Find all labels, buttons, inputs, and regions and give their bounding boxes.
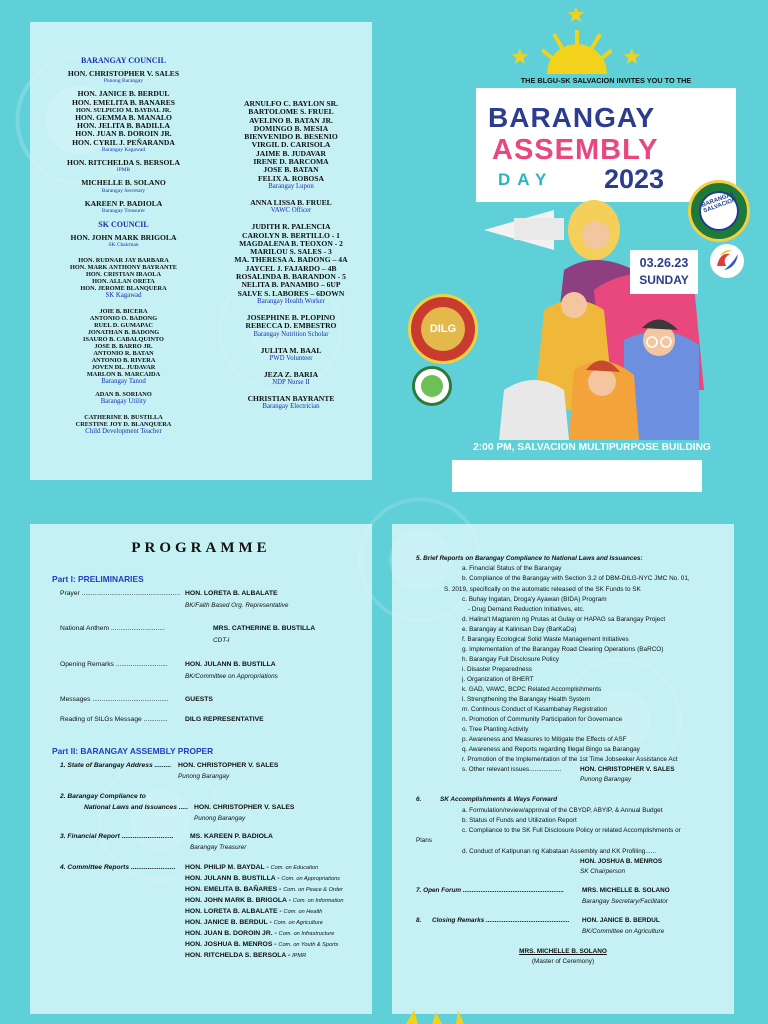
council-panel — [30, 22, 372, 480]
council-heading: BARANGAY COUNCIL — [81, 56, 166, 65]
item-6-name: HON. JOSHUA B. MENROS — [580, 858, 663, 865]
tanod-name: ISAURO B. CABALQUINTO — [83, 336, 164, 344]
emcee-name: MRS. MICHELLE B. SOLANO — [519, 948, 607, 955]
sk-kagawad-name: HON. ALLAN ORETA — [92, 278, 155, 286]
bns-name: REBECCA D. EMBESTRO — [245, 321, 337, 331]
tanod-name: JOVEN DL. JUDAVAR — [91, 364, 156, 372]
captain-name: HON. CHRISTOPHER V. SALES — [67, 69, 180, 78]
part-1-heading: Part I: PRELIMINARIES — [52, 574, 144, 584]
lupon-name: BIENVENIDO B. BESENIO — [244, 132, 338, 142]
silg-name: DILG REPRESENTATIVE — [185, 716, 264, 723]
crowd-illustration — [484, 190, 714, 440]
opening-name: HON. JULANN B. BUSTILLA — [185, 661, 276, 668]
messages-label: Messages ......................................... — [60, 696, 169, 703]
report-item: i. Disaster Preparedness — [462, 666, 532, 673]
item-6-heading: SK Accomplishments & Ways Forward — [440, 796, 558, 803]
kagawad-name: HON. GEMMA B. MANALO — [75, 112, 172, 122]
tanod-name: JOSE B. BARRO JR. — [94, 343, 153, 351]
kagawad-name: HON. EMELITA B. BANARES — [71, 97, 176, 107]
item-2-name: HON. CHRISTOPHER V. SALES — [194, 804, 295, 811]
report-item: o. Tree Planting Activity — [462, 726, 529, 733]
item-8-number: 8. — [416, 917, 422, 924]
item-2-label-b: National Laws and Issuances ..... — [84, 804, 189, 811]
invite-text: THE BLGU-SK SALVACION INVITES YOU TO THE — [520, 76, 692, 85]
lupon-title: Barangay Lupon — [268, 182, 314, 190]
cdt-title: Child Development Teacher — [85, 428, 162, 436]
bhw-name: NELITA B. PANAMBO – 6UP — [241, 280, 341, 290]
star-icon: ★ — [622, 44, 642, 69]
lupon-name: FELIX A. ROBOSA — [257, 173, 325, 183]
ipmr-title: IPMR — [116, 167, 131, 174]
electrician-name: CHRISTIAN BAYRANTE — [247, 394, 335, 404]
kagawad-name: HON. JUAN B. DOROIN JR. — [75, 129, 172, 139]
item-3-role: Barangay Treasurer — [190, 844, 247, 851]
report-item: k. GAD, VAWC, BCPC Related Accomplishments — [462, 686, 602, 693]
cdt-name: CATHERINE B. BUSTILLA — [84, 414, 163, 422]
item-1-label: 1. State of Barangay Address ......... — [60, 762, 172, 769]
utility-title: Barangay Utility — [100, 398, 147, 406]
report-item: c. Buhay Ingatan, Droga'y Ayawan (BIDA) Program — [462, 596, 607, 603]
tanod-name: ANTONIO B. RIVERA — [91, 357, 156, 365]
bhw-name: MAGDALENA B. TEOXON - 2 — [239, 238, 343, 248]
item-7-name: MRS. MICHELLE B. SOLANO — [582, 887, 670, 894]
kagawad-name: HON. JELITA B. BADILLA — [77, 121, 170, 131]
committee-report: HON. JULANN B. BUSTILLA - Com. on Appropriations — [185, 875, 340, 882]
report-item: p. Awareness and Measures to Mitigate the Effects of ASF — [462, 736, 627, 743]
messages-name: GUESTS — [185, 696, 213, 703]
vawc-title: VAWC Officer — [270, 207, 312, 215]
bhw-name: SALVE S. LABORES – 6DOWN — [237, 288, 345, 298]
sk-logo-icon — [710, 244, 744, 278]
bhw-name: CAROLYN B. BERTILLO - 1 — [242, 230, 340, 240]
secretary-title: Barangay Secretary — [101, 187, 146, 194]
bhw-title: Barangay Health Worker — [257, 297, 325, 305]
committee-report: HON. RITCHELDA S. BERSOLA - IPMR — [185, 952, 307, 959]
event-date: 03.26.23 — [639, 256, 689, 270]
electrician-title: Barangay Electrician — [262, 403, 320, 411]
ipmr-name: HON. RITCHELDA S. BERSOLA — [67, 158, 180, 168]
bhw-name: JUDITH R. PALENCIA — [251, 222, 331, 232]
anthem-role: CDT-I — [213, 637, 230, 644]
item-1-name: HON. CHRISTOPHER V. SALES — [178, 762, 279, 769]
item-1-role: Punong Barangay — [178, 773, 230, 780]
bhw-name: JAYCEL J. FAJARDO – 4B — [245, 263, 337, 273]
lupon-name: ARNULFO C. BAYLON SR. — [243, 99, 339, 108]
kagawad-title: Barangay Kagawad — [101, 147, 146, 154]
sun-rays-icon — [396, 1010, 516, 1024]
sk-item: d. Conduct of Katipunan ng Kabataan Assembly and KK Profiling...... — [462, 848, 656, 855]
lupon-name: BARTOLOME S. FRUEL — [248, 107, 334, 117]
report-item: - Drug Demand Reduction Initiatives, etc. — [468, 606, 585, 613]
lupon-name: JAIME B. JUDAVAR — [256, 148, 326, 158]
utility-name: ADAN B. SORIANO — [95, 391, 152, 399]
sk-item-plans: Plans — [416, 837, 432, 844]
vawc-name: ANNA LISSA B. FRUEL — [250, 197, 332, 207]
tanod-name: ANTONIO R. BATAN — [93, 350, 154, 358]
treasurer-name: KAREEN P. BADIOLA — [84, 198, 163, 208]
anthem-name: MRS. CATHERINE B. BUSTILLA — [213, 625, 316, 632]
silg-label: Reading of SILGs Message ............. — [60, 716, 168, 723]
event-weekday: SUNDAY — [639, 273, 689, 287]
sk-item: b. Status of Funds and Utilization Report — [462, 817, 577, 824]
item-8-role: BK/Committee on Agriculture — [582, 928, 665, 935]
report-item: d. Halina't Magtanim ng Prutas at Gulay or HAPAG sa Barangay Project — [462, 616, 666, 623]
ndp-title: NDP Nurse II — [272, 379, 310, 387]
item-5-name: HON. CHRISTOPHER V. SALES — [580, 766, 675, 773]
item-8-label: Closing Remarks ............................................... — [432, 917, 570, 924]
title-year: 2023 — [604, 164, 665, 194]
time-venue: 2:00 PM, SALVACION MULTIPURPOSE BUILDING — [473, 442, 711, 453]
secretary-name: MICHELLE B. SOLANO — [81, 178, 166, 188]
prayer-role: BK/Faith Based Org. Representative — [185, 602, 289, 609]
kagawad-name: HON. SULPICIO M. BAYDAL JR. — [75, 106, 172, 114]
title-barangay: BARANGAY — [488, 102, 656, 133]
item-5-role: Punong Barangay — [580, 776, 632, 783]
kagawad-name: HON. JANICE B. BERDUL — [77, 89, 170, 99]
bhw-name: ROSALINDA B. BARANDON - 5 — [236, 272, 346, 282]
report-item: n. Promotion of Community Participation for Governance — [462, 716, 623, 723]
tanod-name: JOIE B. BICERA — [99, 308, 148, 316]
sk-kagawad-title: SK Kagawad — [105, 292, 142, 300]
pwd-title: PWD Volunteer — [269, 354, 313, 362]
bhw-name: MARILOU S. SALES - 3 — [250, 247, 332, 257]
council-right-column — [216, 100, 366, 411]
emcee-role: (Master of Ceremony) — [531, 958, 595, 965]
bns-name: JOSEPHINE B. PLOPINO — [246, 312, 336, 322]
committee-report: HON. JOHN MARK B. BRIGOLA - Com. on Information — [185, 897, 344, 904]
tanod-name: MARLON B. MARCAIDA — [86, 371, 161, 379]
pwd-name: JULITA M. BAAL — [260, 345, 322, 355]
sk-chair-title: SK Chairman — [108, 242, 139, 249]
sun-icon — [542, 30, 612, 74]
opening-role: BK/Committee on Appropriations — [185, 673, 278, 680]
report-item: e. Barangay at Kalinisan Day (BarKaDa) — [462, 626, 577, 633]
report-item: g. Implementation of the Barangay Road Clearing Operations (BaRCO) — [462, 646, 664, 653]
kagawad-name: HON. CYRIL J. PEÑARANDA — [72, 137, 175, 147]
report-item: b. Compliance of the Barangay with Section 3.2 of DBM-DILG-NYC JMC No. 01, — [462, 575, 690, 582]
report-item: m. Continous Conduct of Kasambahay Registration — [462, 706, 608, 713]
lupon-name: VIRGIL D. CARISOLA — [251, 140, 331, 150]
bhw-name: MA. THERESA A. BADONG – 4A — [234, 255, 348, 265]
report-item: r. Promotion of the Implementation of the 1st Time Jobseeker Assistance Act — [462, 756, 678, 763]
part-2-heading: Part II: BARANGAY ASSEMBLY PROPER — [52, 746, 214, 756]
council-left-column — [36, 56, 211, 436]
item-7-label: 7. Open Forum ......................................................... — [416, 887, 565, 894]
committee-report: HON. JANICE B. BERDUL - Com. on Agriculture — [185, 919, 323, 926]
cover-panel — [392, 0, 768, 512]
item-6-role: SK Chairperson — [580, 868, 626, 875]
date-box — [630, 250, 698, 294]
prayer-label: Prayer ..................................................... — [60, 590, 181, 597]
lupon-name: JOSE B. BATAN — [263, 165, 319, 175]
ndp-name: JEZA Z. BARIA — [263, 369, 319, 379]
opening-label: Opening Remarks ............................ — [60, 661, 168, 668]
programme-panel — [30, 524, 372, 1014]
sk-kagawad-name: HON. MARK ANTHONY BAYRANTE — [70, 264, 177, 272]
bns-title: Barangay Nutrition Scholar — [253, 330, 329, 338]
municipal-seal-icon — [412, 366, 452, 406]
report-item: S. 2019, specifically on the automatic released of the SK Funds to SK — [444, 586, 641, 593]
sk-chair-name: HON. JOHN MARK BRIGOLA — [70, 232, 177, 242]
item-4-label: 4. Committee Reports ........................ — [60, 864, 176, 871]
report-item: j. Organization of BHERT — [462, 676, 534, 683]
star-icon: ★ — [566, 2, 586, 27]
title-assembly: ASSEMBLY — [492, 134, 659, 166]
report-item: a. Financial Status of the Barangay — [462, 565, 562, 572]
committee-report: HON. LORETA B. ALBALATE - Com. on Health — [185, 908, 323, 915]
tanod-name: ANTONIO O. BADONG — [89, 315, 158, 323]
sk-kagawad-name: HON. CRISTIAN IRAOLA — [85, 271, 162, 279]
lupon-name: DOMINGO B. MESIA — [253, 123, 329, 133]
item-6-number: 6. — [416, 796, 422, 803]
captain-title: Punong Barangay — [103, 78, 144, 85]
sk-kagawad-name: HON. RUDNAR JAY BARBARA — [78, 257, 169, 265]
report-item-last: s. Other relevant issues.................. — [462, 766, 562, 773]
tanod-name: JONATHAN B. BADONG — [87, 329, 160, 337]
report-item: q. Awareness and Reports regarding Illegal Bingo sa Barangay — [462, 746, 640, 753]
lupon-name: AVELINO B. BATAN JR. — [249, 115, 333, 125]
committee-report: HON. EMELITA B. BAÑARES - Com. on Peace & Order — [185, 886, 343, 893]
sk-item: c. Compliance to the SK Full Disclosure Policy or related Accomplishments or — [462, 827, 681, 834]
committee-report: HON. JUAN B. DOROIN JR. - Com. on Infrastructure — [185, 930, 335, 937]
sk-council-heading: SK COUNCIL — [98, 219, 149, 229]
item-3-name: MS. KAREEN P. BADIOLA — [190, 833, 273, 840]
cdt-name: CRESTINE JOY D. BLANQUERA — [75, 421, 172, 429]
anthem-label: National Anthem ............................. — [60, 625, 165, 632]
title-box — [476, 88, 736, 202]
reports-panel — [392, 524, 734, 1014]
item-5-heading: 5. Brief Reports on Barangay Compliance to National Laws and Issuances: — [416, 555, 643, 562]
programme-title: PROGRAMME — [131, 540, 271, 556]
committee-report: HON. JOSHUA B. MENROS - Com. on Youth & Sports — [185, 941, 339, 948]
committee-report: HON. PHILIP M. BAYDAL - Com. on Education — [185, 864, 319, 871]
sk-item: a. Formulation/review/approval of the CBYDP, ABYIP, & Annual Budget — [462, 807, 663, 814]
prayer-name: HON. LORETA B. ALBALATE — [185, 590, 278, 597]
barangay-salvacion-seal-icon: BARANGAY SALVACION — [688, 180, 750, 242]
tanod-title: Barangay Tanod — [101, 378, 146, 386]
lupon-name: IRENE D. BARCOMA — [253, 157, 329, 167]
treasurer-title: Barangay Treasurer — [101, 207, 146, 214]
blank-field — [452, 460, 702, 492]
item-7-role: Barangay Secretary/Facilitator — [582, 898, 668, 905]
tanod-name: RUEL D. GUMAPAC — [94, 322, 153, 330]
report-item: f. Barangay Ecological Solid Waste Management Initiatives — [462, 636, 629, 643]
sk-kagawad-name: HON. JEROME BLANQUERA — [80, 285, 167, 293]
item-2-role: Punong Barangay — [194, 815, 246, 822]
item-3-label: 3. Financial Report ............................ — [60, 833, 174, 840]
report-item: l. Strengthening the Barangay Health System — [462, 696, 590, 703]
item-2-label: 2. Barangay Compliance to — [60, 793, 146, 800]
dilg-seal-icon: DILG — [408, 294, 478, 364]
star-icon: ★ — [510, 44, 530, 69]
item-8-name: HON. JANICE B. BERDUL — [582, 917, 660, 924]
report-item: h. Barangay Full Disclosure Policy — [462, 656, 559, 663]
title-day: DAY — [498, 170, 554, 189]
